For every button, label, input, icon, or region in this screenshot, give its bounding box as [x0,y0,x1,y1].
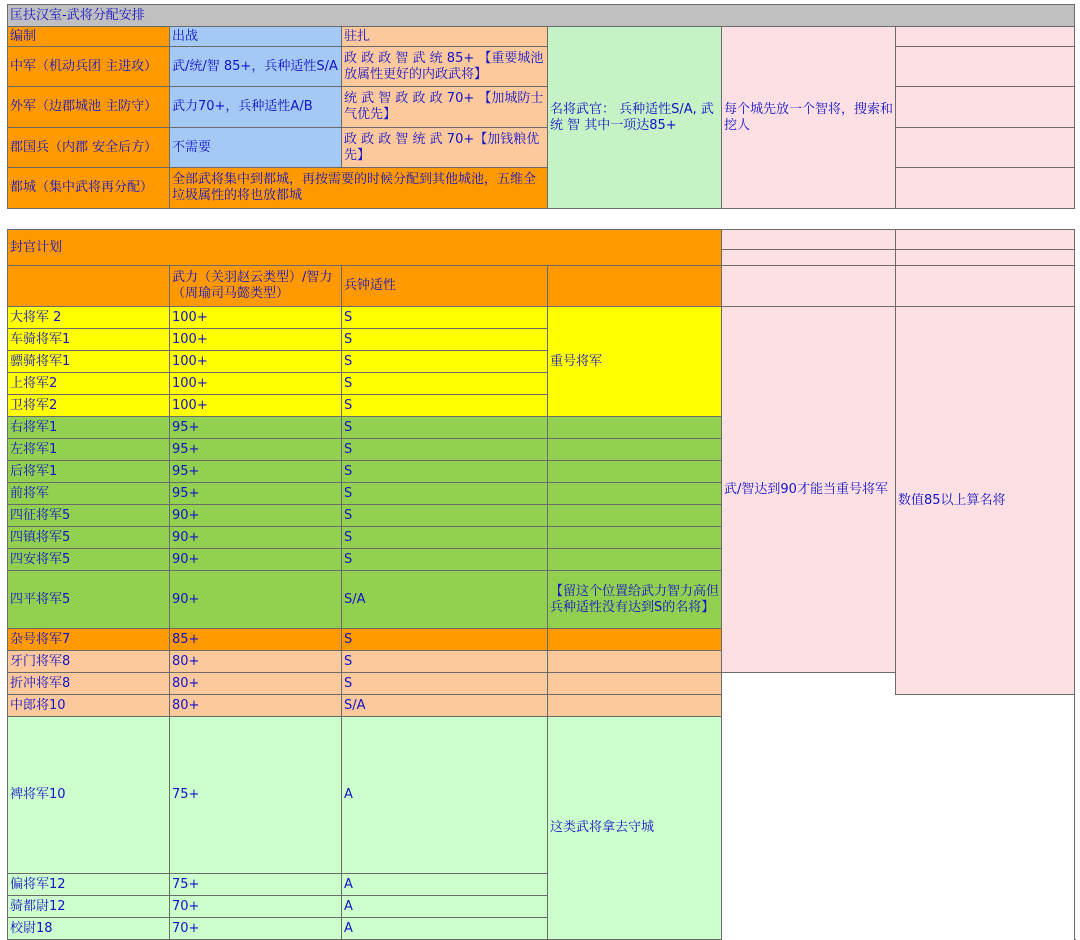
rank-name: 前将军 [8,483,170,505]
rank-row [8,695,1075,717]
famous-threshold-note: 数值85以上算名将 [896,307,1075,695]
empty-cell [548,417,722,439]
rank-value: 90+ [170,549,342,571]
rank-aptitude: S [342,307,548,329]
heavy-general-note: 重号将军 [548,307,722,417]
rank-name: 车骑将军1 [8,329,170,351]
rank-name: 杂号将军7 [8,629,170,651]
rank-value: 100+ [170,307,342,329]
battle-requirement: 不需要 [170,128,342,168]
rank-aptitude: S [342,439,548,461]
empty-cell [722,230,896,250]
rank-name: 四征将军5 [8,505,170,527]
unit-name: 中军（机动兵团 主进攻） [8,47,170,87]
rank-value: 90+ [170,505,342,527]
rank-aptitude: S [342,329,548,351]
rank-value: 75+ [170,717,342,874]
rank-row [8,896,1075,918]
rank-value: 95+ [170,483,342,505]
unit-name: 外军（边郡城池 主防守） [8,87,170,128]
rank-value: 100+ [170,329,342,351]
rank-aptitude: S [342,505,548,527]
empty-cell [548,505,722,527]
rank-name: 卫将军2 [8,395,170,417]
rank-value: 100+ [170,351,342,373]
rank-aptitude: S [342,395,548,417]
unit-name: 郡国兵（内郡 安全后方） [8,128,170,168]
city-strategist-note: 每个城先放一个智将，搜索和挖人 [722,27,896,209]
rank-aptitude: S [342,673,548,695]
rank-value: 80+ [170,695,342,717]
garrison-requirement: 政 政 政 智 武 统 85+ 【重要城池放属性更好的内政武将】 [342,47,548,87]
rank-name: 骑都尉12 [8,896,170,918]
rank-value: 95+ [170,417,342,439]
rank-name: 中郎将10 [8,695,170,717]
header-battle: 出战 [170,27,342,47]
rank-name: 裨将军10 [8,717,170,874]
empty-cell [548,629,722,651]
rank-row [8,874,1075,896]
rank-aptitude: A [342,717,548,874]
empty-cell [548,695,722,717]
empty-cell [548,461,722,483]
rank-value: 95+ [170,461,342,483]
rank-value: 100+ [170,395,342,417]
rank-aptitude: S [342,651,548,673]
deployment-table [7,4,1075,209]
rank-aptitude: A [342,896,548,918]
empty-cell [548,673,722,695]
rank-name: 四平将军5 [8,571,170,629]
section2-title: 封官计划 [8,230,722,266]
empty-cell [722,266,896,307]
rank-aptitude: S [342,461,548,483]
rank-name: 折冲将军8 [8,673,170,695]
rank-name: 偏将军12 [8,874,170,896]
deploy-row [8,47,1075,87]
empty-cell [548,549,722,571]
rank-value: 80+ [170,673,342,695]
garrison-requirement: 政 政 政 智 统 武 70+【加钱粮优先】 [342,128,548,168]
capital-requirement: 全部武将集中到都城，再按需要的时候分配到其他城池，五维全垃圾属性的将也放都城 [170,168,548,209]
rank-aptitude: A [342,874,548,896]
rank-row [8,307,1075,329]
empty-cell [896,168,1075,209]
rank-name: 上将军2 [8,373,170,395]
garrison-requirement: 统 武 智 政 政 政 70+ 【加城防士气优先】 [342,87,548,128]
rank-name: 大将军 2 [8,307,170,329]
deploy-row [8,128,1075,168]
rank-name: 右将军1 [8,417,170,439]
rank-aptitude: S [342,417,548,439]
empty-cell [896,266,1075,307]
rank-aptitude: S/A [342,695,548,717]
header-note [548,266,722,307]
rank-row [8,717,1075,874]
heavy-requirement-note: 武/智达到90才能当重号将军 [722,307,896,673]
header-rank [8,266,170,307]
rank-name: 四安将军5 [8,549,170,571]
battle-requirement: 武力70+，兵种适性A/B [170,87,342,128]
empty-cell [896,250,1075,266]
deploy-row [8,87,1075,128]
unit-name: 都城（集中武将再分配） [8,168,170,209]
empty-cell [548,483,722,505]
rank-value: 80+ [170,651,342,673]
empty-cell [896,47,1075,87]
rank-aptitude: S [342,527,548,549]
empty-cell [896,87,1075,128]
rank-aptitude: S [342,549,548,571]
rank-name: 后将军1 [8,461,170,483]
rank-value: 70+ [170,918,342,940]
rank-aptitude: S [342,483,548,505]
empty-cell [548,651,722,673]
empty-cell [548,527,722,549]
rank-aptitude: S/A [342,571,548,629]
rank-value: 95+ [170,439,342,461]
rank-value: 90+ [170,571,342,629]
rank-aptitude: S [342,373,548,395]
rank-value: 75+ [170,874,342,896]
header-aptitude: 兵钟适性 [342,266,548,307]
rank-value: 90+ [170,527,342,549]
battle-requirement: 武/统/智 85+，兵种适性S/A [170,47,342,87]
rank-name: 骠骑将军1 [8,351,170,373]
rank-aptitude: S [342,629,548,651]
rank-aptitude: S [342,351,548,373]
rank-value: 100+ [170,373,342,395]
empty-cell [548,439,722,461]
header-unit: 编制 [8,27,170,47]
rank-name: 左将军1 [8,439,170,461]
empty-cell [896,128,1075,168]
section1-title: 匡扶汉室-武将分配安排 [8,5,1075,27]
rank-name: 四镇将军5 [8,527,170,549]
header-value: 武力（关羽赵云类型）/智力（周瑜司马懿类型） [170,266,342,307]
siping-note: 【留这个位置给武力智力高但兵种适性没有达到S的名将】 [548,571,722,629]
empty-cell [896,27,1075,47]
rank-value: 70+ [170,896,342,918]
header-garrison: 驻扎 [342,27,548,47]
empty-cell [896,230,1075,250]
rank-name: 牙门将军8 [8,651,170,673]
empty-cell [722,250,896,266]
rank-aptitude: A [342,918,548,940]
ranking-plan-table [7,229,1075,940]
rank-name: 校尉18 [8,918,170,940]
deploy-row [8,168,1075,209]
famous-general-note: 名将武官： 兵种适性S/A, 武 统 智 其中一项达85+ [548,27,722,209]
defend-note: 这类武将拿去守城 [548,717,722,940]
rank-row [8,918,1075,940]
rank-value: 85+ [170,629,342,651]
